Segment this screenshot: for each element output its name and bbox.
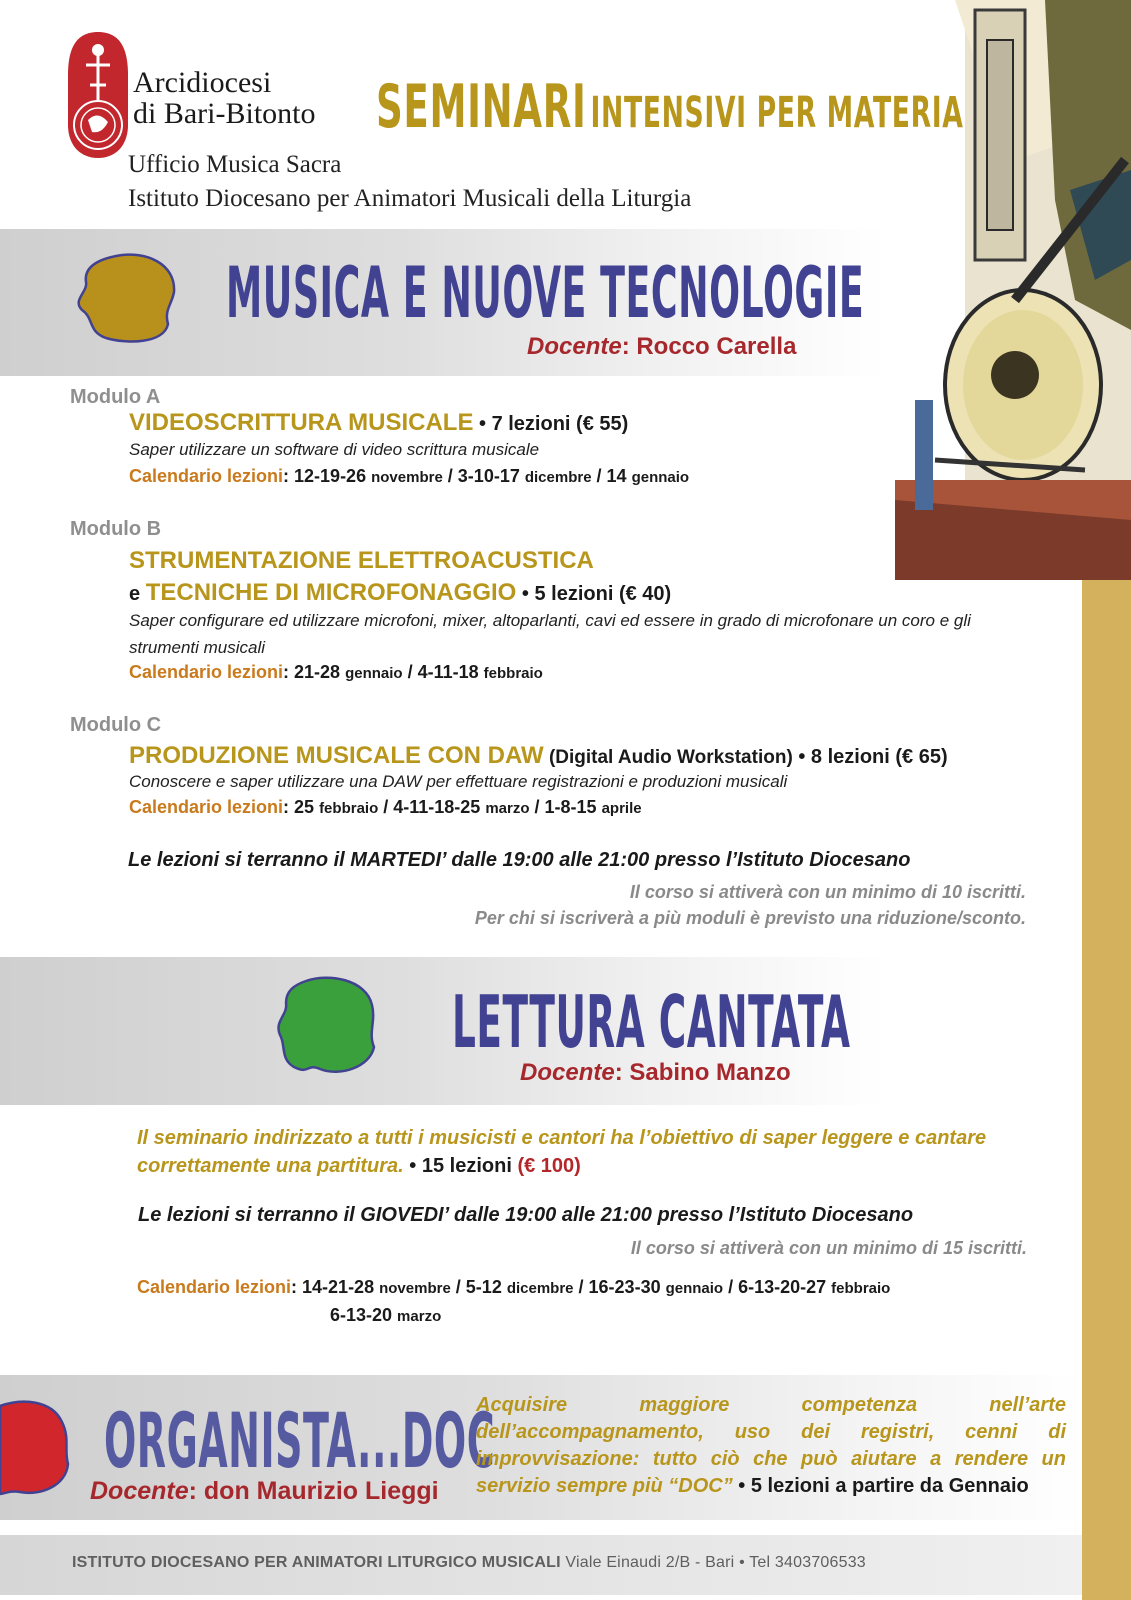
docente-name: : Rocco Carella — [621, 333, 797, 360]
org-name-line2: di Bari-Bitonto — [133, 97, 316, 130]
title-rest: INTENSIVI PER MATERIA — [590, 88, 964, 138]
cal-part: / 16-23-30 — [573, 1277, 666, 1297]
diocese-seal-logo — [66, 30, 130, 160]
cal-part: : 12-19-26 — [283, 466, 372, 486]
course2-lessons: • 15 lezioni — [403, 1155, 518, 1177]
course2-intro — [137, 1124, 1037, 1180]
module-b-title-line1: STRUMENTAZIONE ELETTROACUSTICA — [129, 547, 594, 574]
cal-month: gennaio — [345, 665, 403, 682]
docente-label: Docente — [527, 333, 622, 360]
module-b-calendar — [129, 662, 543, 683]
module-c-lessons: • 8 lezioni — [792, 746, 896, 768]
module-b-lessons: • 5 lezioni — [516, 583, 619, 605]
module-a-calendar — [129, 466, 689, 487]
calendar-label: Calendario lezioni — [129, 466, 284, 486]
gold-blob-shape — [76, 252, 180, 346]
course2-schedule: Le lezioni si terranno il GIOVEDI’ dalle 19:00 alle 21:00 presso l’Istituto Diocesano — [138, 1204, 914, 1226]
course2-title: LETTURA CANTATA — [452, 980, 851, 1064]
module-b-title-line2: TECNICHE DI MICROFONAGGIO — [145, 579, 517, 606]
module-b-title-prefix: e — [129, 583, 146, 605]
module-b-price: (€ 40) — [618, 583, 672, 605]
cal-month: febbraio — [319, 800, 379, 817]
course1-note-minimum: Il corso si attiverà con un minimo di 10 iscritti. — [629, 882, 1026, 902]
module-a-title-line — [129, 409, 628, 437]
footer-institute: ISTITUTO DIOCESANO PER ANIMATORI LITURGICO MUSICALI — [72, 1554, 561, 1571]
cal-month: dicembre — [524, 469, 592, 486]
module-c-title-sub: (Digital Audio Workstation) — [543, 747, 793, 768]
cal-month: febbraio — [483, 665, 543, 682]
module-a-price: (€ 55) — [576, 413, 629, 435]
footer-address: Viale Einaudi 2/B - Bari • Tel 3403706533 — [560, 1554, 866, 1571]
module-c-calendar — [129, 797, 642, 818]
module-b-description: Saper configurare ed utilizzare microfoni, mixer, altoparlanti, cavi ed essere in grado di microfonare un coro e gli strumenti musicali — [129, 611, 971, 657]
red-blob-shape — [0, 1398, 70, 1498]
course3-description-block — [476, 1392, 1066, 1500]
cal-month: novembre — [371, 469, 443, 486]
module-a-label: Modulo A — [70, 386, 161, 408]
cal-part: / 3-10-17 — [442, 466, 525, 486]
course2-price: (€ 100) — [517, 1155, 581, 1177]
calendar-label: Calendario lezioni — [137, 1277, 292, 1297]
course2-note-minimum: Il corso si attiverà con un minimo di 15 iscritti. — [630, 1238, 1027, 1258]
org-name-line1: Arcidiocesi — [133, 66, 272, 99]
gold-sidebar-stripe — [1082, 580, 1131, 1600]
module-b-label: Modulo B — [70, 518, 162, 540]
module-c-description: Conoscere e saper utilizzare una DAW per effettuare registrazioni e produzioni musicali — [129, 772, 788, 791]
cal-month: novembre — [379, 1280, 451, 1297]
course2-intro-text: Il seminario indirizzato a tutti i musicisti e cantori ha l’obiettivo di saper leggere e cantare correttamente una partitura. — [137, 1127, 987, 1177]
module-c-title: PRODUZIONE MUSICALE CON DAW — [129, 742, 544, 769]
course3-description: Acquisire maggiore competenza nell’arte dell’accompagnamento, uso dei registri, cenni di improvvisazione: tutto ciò che può aiutare a rendere un servizio sempre più “DOC” — [476, 1394, 1066, 1497]
cal-part: / 6-13-20-27 — [723, 1277, 832, 1297]
cal-part: / 4-11-18-25 — [378, 797, 486, 817]
course2-calendar-line2 — [330, 1305, 441, 1326]
cal-part: / 1-8-15 — [529, 797, 602, 817]
docente-name: : Sabino Manzo — [614, 1059, 791, 1086]
course1-title: MUSICA E NUOVE TECNOLOGIE — [226, 252, 865, 334]
course3-title: ORGANISTA...DOC — [104, 1396, 496, 1485]
cal-month: gennaio — [631, 469, 690, 486]
cal-part: / 5-12 — [450, 1277, 507, 1297]
course2-calendar — [137, 1277, 890, 1298]
office-name: Ufficio Musica Sacra — [128, 151, 342, 178]
green-blob-shape — [276, 975, 380, 1079]
module-a-description: Saper utilizzare un software di video scrittura musicale — [129, 440, 540, 459]
calendar-label: Calendario lezioni — [129, 797, 284, 817]
course3-lessons: • 5 lezioni a partire da Gennaio — [732, 1475, 1029, 1497]
module-b-title-line — [129, 579, 671, 607]
docente-name: : don Maurizio Lieggi — [188, 1477, 439, 1505]
module-a-lessons: • 7 lezioni — [473, 413, 577, 435]
cal-month: marzo — [397, 1308, 442, 1325]
cal-month: gennaio — [665, 1280, 724, 1297]
calendar-label: Calendario lezioni — [129, 662, 284, 682]
page-title — [376, 72, 964, 142]
cal-part: / 4-11-18 — [402, 662, 484, 682]
cal-part: : 21-28 — [283, 662, 346, 682]
institute-name: Istituto Diocesano per Animatori Musicali della Liturgia — [128, 185, 692, 212]
title-seminari: SEMINARI — [376, 72, 587, 142]
module-a-title: VIDEOSCRITTURA MUSICALE — [129, 409, 474, 436]
footer-text — [72, 1554, 866, 1572]
course2-docente — [520, 1059, 791, 1087]
cal-part: : 25 — [283, 797, 320, 817]
module-c-label: Modulo C — [70, 714, 162, 736]
module-c-title-line — [129, 742, 948, 770]
cal-month: marzo — [485, 800, 530, 817]
cal-part: : 14-21-28 — [291, 1277, 380, 1297]
cal-part: / 14 — [591, 466, 632, 486]
course1-schedule: Le lezioni si terranno il MARTEDI’ dalle 19:00 alle 21:00 presso l’Istituto Diocesano — [128, 849, 911, 871]
docente-label: Docente — [520, 1059, 615, 1086]
docente-label: Docente — [90, 1477, 189, 1505]
cal-part: 6-13-20 — [330, 1305, 398, 1325]
module-c-price: (€ 65) — [895, 746, 948, 768]
course1-note-discount: Per chi si iscriverà a più moduli è previsto una riduzione/sconto. — [474, 908, 1026, 928]
course3-docente — [90, 1477, 439, 1506]
cal-month: dicembre — [506, 1280, 574, 1297]
course1-docente — [527, 333, 796, 361]
cal-month: aprile — [601, 800, 642, 817]
cal-month: febbraio — [831, 1280, 891, 1297]
